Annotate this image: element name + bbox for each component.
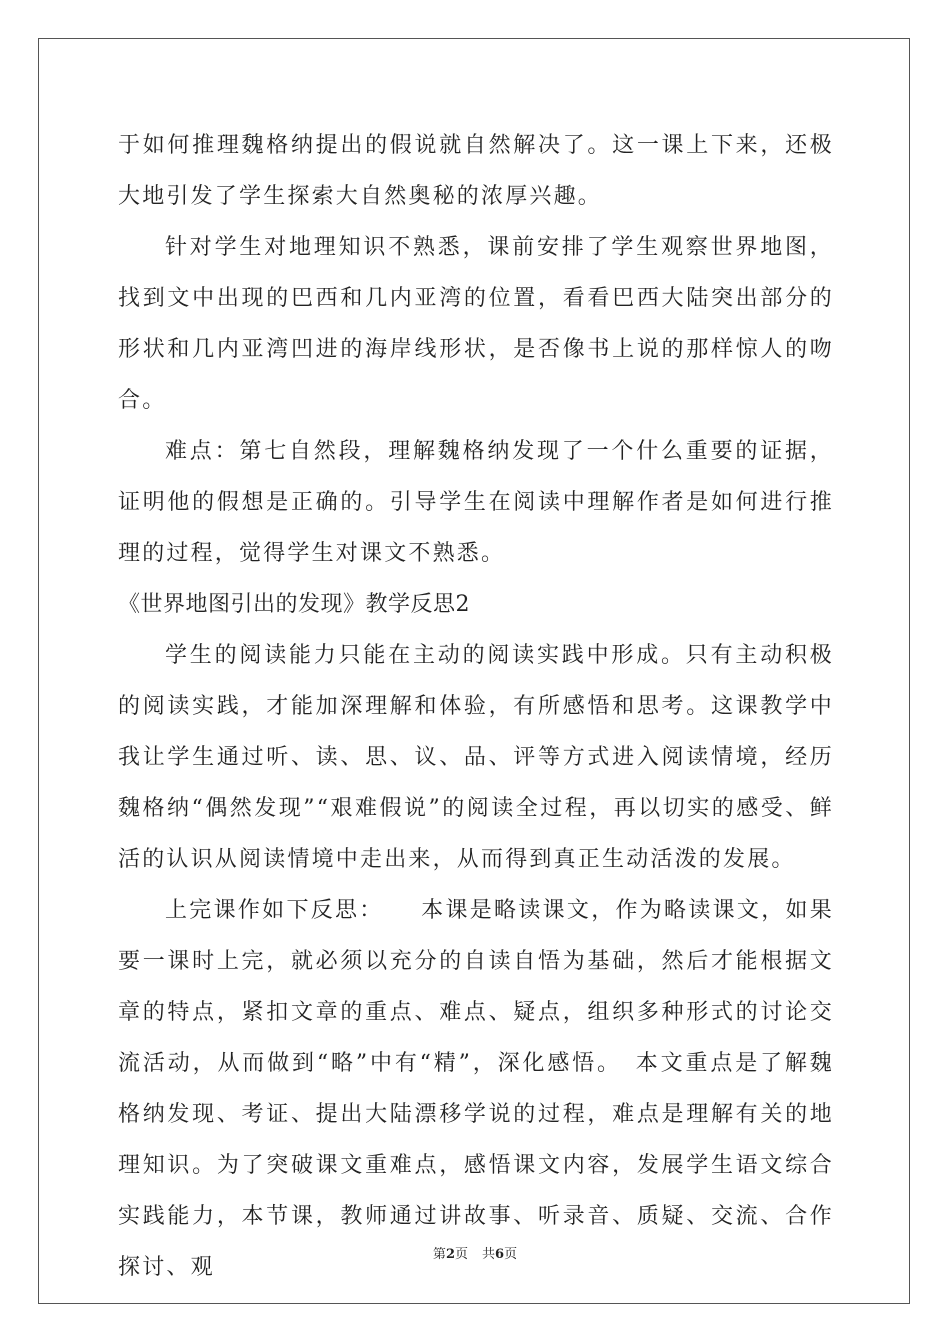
paragraph-reading-ability: 学生的阅读能力只能在主动的阅读实践中形成。只有主动积极的阅读实践，才能加深理解和体验，有所感悟和思考。这课教学中我让学生通过听、读、思、议、品、评等方式进入阅读情境，经历魏格纳“偶然发现”“艰难假说”的阅读全过程，再以切实的感受、鲜活的认识从阅读情境中走出来，从而得到真正生动活泼的发展。 xyxy=(118,643,834,872)
page-number: 2 xyxy=(445,1247,455,1262)
total-suffix: 页 xyxy=(504,1247,518,1262)
document-body xyxy=(118,120,834,1293)
page-prefix: 第 xyxy=(432,1247,446,1262)
total-pages: 6 xyxy=(495,1247,505,1262)
paragraph-continuation: 于如何推理魏格纳提出的假说就自然解决了。这一课上下来，还极大地引发了学生探索大自然奥秘的浓厚兴趣。 xyxy=(118,133,834,209)
page-suffix: 页 xyxy=(454,1247,468,1262)
paragraph-difficulty: 难点：第七自然段，理解魏格纳发现了一个什么重要的证据，证明他的假想是正确的。引导学生在阅读中理解作者是如何进行推理的过程，觉得学生对课文不熟悉。 xyxy=(118,439,834,566)
paragraph-reflection: 上完课作如下反思： 本课是略读课文，作为略读课文，如果要一课时上完，就必须以充分的自读自悟为基础，然后才能根据文章的特点，紧扣文章的重点、难点、疑点，组织多种形式的讨论交流活动，从而做到“略”中有“精”，深化感悟。 本文重点是了解魏格纳发现、考证、提出大陆漂移学说的过程，难点是理解有关的地理知识。为了突破课文重难点，感悟课文内容，发展学生语文综合实践能力，本节课，教师通过讲故事、听录音、质疑、交流、合作探讨、观 xyxy=(118,898,834,1280)
total-prefix: 共 xyxy=(482,1247,496,1262)
paragraph-map-preparation: 针对学生对地理知识不熟悉，课前安排了学生观察世界地图，找到文中出现的巴西和几内亚湾的位置，看看巴西大陆突出部分的形状和几内亚湾凹进的海岸线形状，是否像书上说的那样惊人的吻合。 xyxy=(118,235,834,413)
page-footer xyxy=(0,1243,950,1262)
section-heading: 《世界地图引出的发现》教学反思2 xyxy=(118,592,470,617)
